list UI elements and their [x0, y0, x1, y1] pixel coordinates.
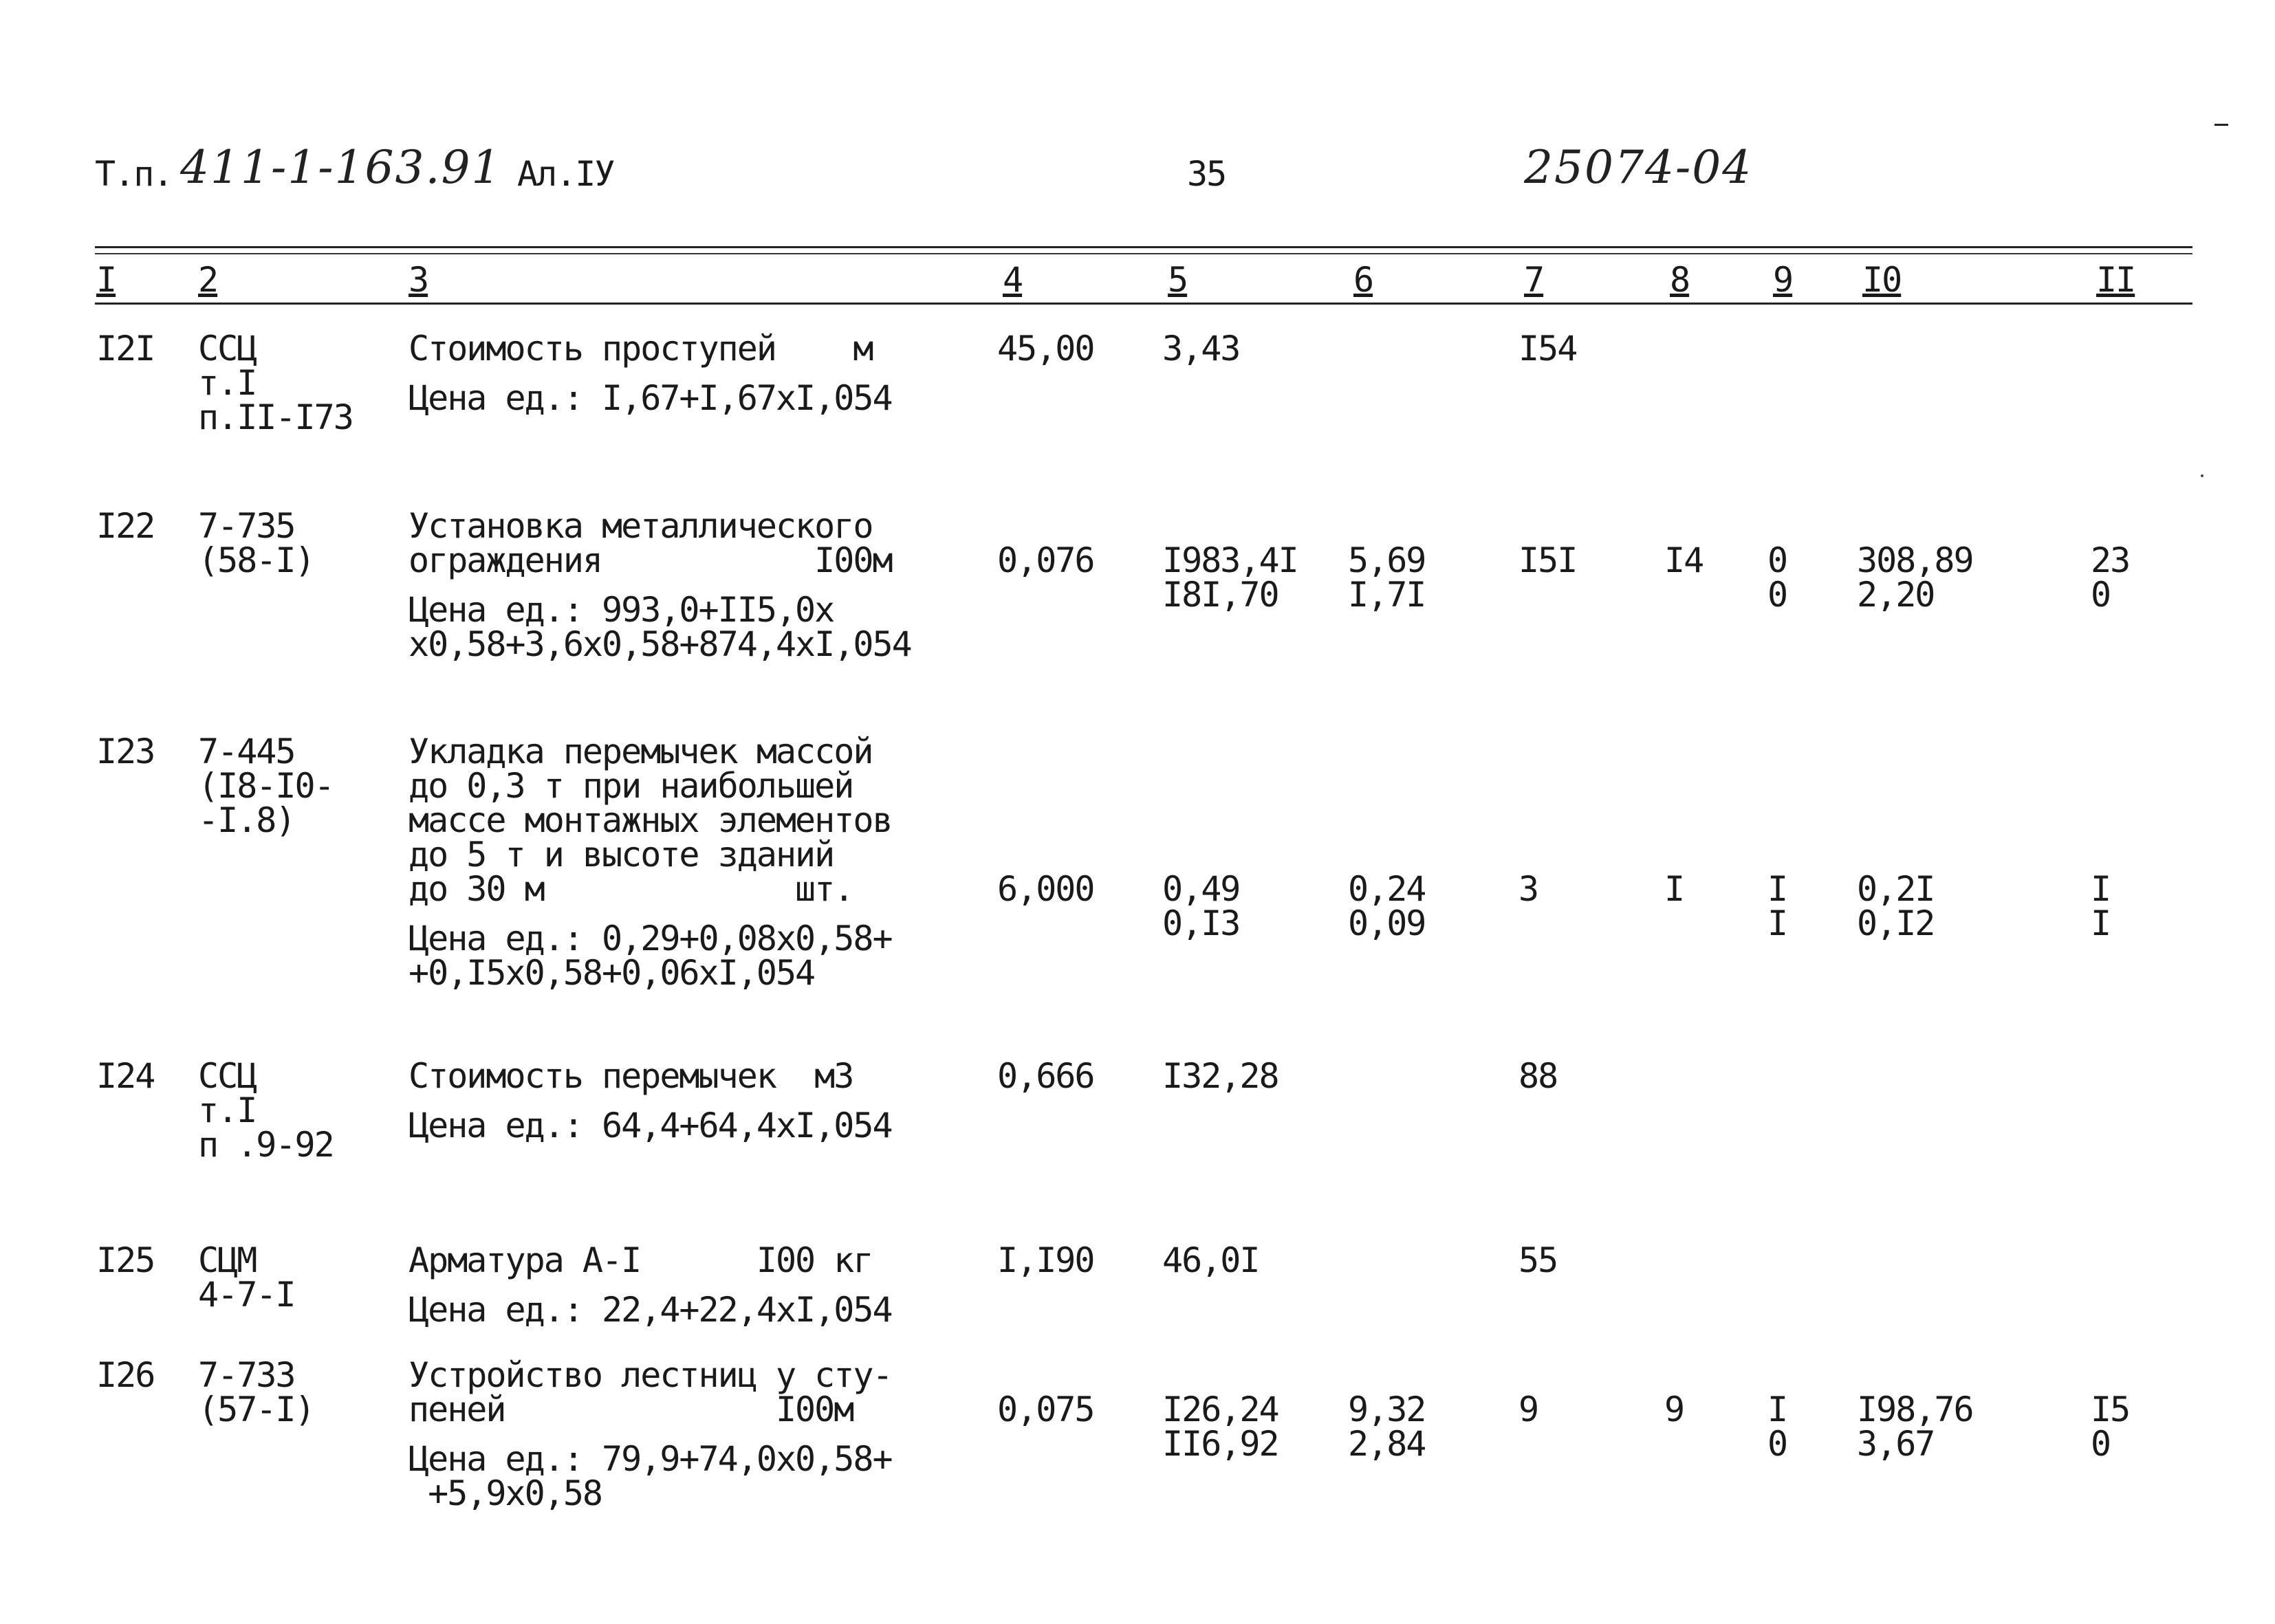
table-top-rule-second: [95, 253, 2192, 254]
column-9-value: I: [1767, 1390, 1787, 1429]
item-code: 7-733: [198, 1355, 295, 1395]
column-10-value: 3,67: [1857, 1424, 1935, 1464]
item-code: (57-I): [198, 1390, 314, 1429]
unit-cost: 0,I3: [1162, 903, 1240, 943]
column-7-value: 9: [1519, 1390, 1538, 1429]
column-11-value: 0: [2091, 575, 2111, 615]
unit-price-formula: Цена ед.: 0,29+0,08х0,58+: [409, 919, 892, 958]
item-code: п.II-I73: [198, 397, 353, 437]
column-header-rule: [95, 303, 2192, 305]
column-6-value: 5,69: [1348, 540, 1426, 580]
column-9-value: 0: [1767, 540, 1787, 580]
column-number-8: 8: [1670, 260, 1690, 300]
item-code: п .9-92: [198, 1125, 334, 1165]
unit-cost: 3,43: [1162, 329, 1240, 369]
unit-cost: I26,24: [1162, 1390, 1278, 1429]
row-number: I26: [96, 1355, 155, 1395]
column-6-value: 0,24: [1348, 869, 1426, 909]
column-9-value: 0: [1767, 575, 1787, 615]
unit-cost: I983,4I: [1162, 540, 1298, 580]
unit-price-formula: Цена ед.: 993,0+II5,0х: [409, 590, 834, 630]
column-10-value: 308,89: [1857, 540, 1973, 580]
table-top-rule: [95, 246, 2192, 248]
unit-cost: I8I,70: [1162, 575, 1278, 615]
item-description: Арматура А-I I00 кг: [409, 1240, 873, 1280]
column-number-11: II: [2096, 260, 2135, 300]
column-6-value: 9,32: [1348, 1390, 1426, 1429]
unit-price-formula: Цена ед.: 64,4+64,4хI,054: [409, 1106, 892, 1145]
item-description: Стоимость проступей м: [409, 329, 873, 369]
unit-cost: I32,28: [1162, 1056, 1278, 1096]
quantity: 6,000: [997, 869, 1094, 909]
column-9-value: 0: [1767, 1424, 1787, 1464]
unit-price-formula: Цена ед.: 79,9+74,0х0,58+: [409, 1439, 892, 1479]
column-11-value: I: [2091, 903, 2111, 943]
column-10-value: I98,76: [1857, 1390, 1973, 1429]
item-code: СЦМ: [198, 1240, 257, 1280]
item-description: до 30 м шт.: [409, 869, 853, 909]
column-8-value: I: [1664, 869, 1684, 909]
unit-price-formula: +5,9х0,58: [409, 1473, 602, 1513]
column-7-value: I54: [1519, 329, 1577, 369]
unit-cost: 46,0I: [1162, 1240, 1259, 1280]
item-code: 4-7-I: [198, 1275, 295, 1315]
column-number-2: 2: [198, 260, 218, 300]
column-number-3: 3: [409, 260, 428, 300]
item-code: (I8-I0-: [198, 766, 334, 806]
album-label: Ал.IУ: [517, 154, 614, 194]
column-7-value: 88: [1519, 1056, 1558, 1096]
column-8-value: I4: [1664, 540, 1703, 580]
column-number-6: 6: [1353, 260, 1373, 300]
item-code: т.I: [198, 363, 257, 403]
margin-mark: [2214, 124, 2228, 126]
column-10-value: 0,I2: [1857, 903, 1935, 943]
column-7-value: I5I: [1519, 540, 1577, 580]
row-number: I2I: [96, 329, 155, 369]
unit-price-formula: Цена ед.: I,67+I,67хI,054: [409, 378, 892, 418]
column-10-value: 2,20: [1857, 575, 1935, 615]
item-code: 7-445: [198, 732, 295, 771]
item-description: Установка металлического: [409, 506, 873, 546]
row-number: I24: [96, 1056, 155, 1096]
column-number-4: 4: [1003, 260, 1023, 300]
column-11-value: I5: [2091, 1390, 2130, 1429]
quantity: 45,00: [997, 329, 1094, 369]
unit-price-formula: +0,I5х0,58+0,06хI,054: [409, 953, 815, 993]
column-7-value: 3: [1519, 869, 1538, 909]
item-code: 7-735: [198, 506, 295, 546]
column-number-10: I0: [1862, 260, 1902, 300]
column-6-value: 2,84: [1348, 1424, 1426, 1464]
column-11-value: 23: [2091, 540, 2130, 580]
column-number-5: 5: [1168, 260, 1188, 300]
column-9-value: I: [1767, 869, 1787, 909]
column-10-value: 0,2I: [1857, 869, 1935, 909]
column-6-value: 0,09: [1348, 903, 1426, 943]
quantity: 0,666: [997, 1056, 1094, 1096]
unit-cost: 0,49: [1162, 869, 1240, 909]
column-number-9: 9: [1773, 260, 1793, 300]
document-number-handwritten: 25074-04: [1524, 141, 1753, 194]
column-11-value: 0: [2091, 1424, 2111, 1464]
quantity: 0,075: [997, 1390, 1094, 1429]
item-description: Укладка перемычек массой: [409, 732, 873, 771]
column-7-value: 55: [1519, 1240, 1558, 1280]
column-number-7: 7: [1524, 260, 1544, 300]
row-number: I22: [96, 506, 155, 546]
column-number-1: I: [96, 260, 116, 300]
unit-cost: II6,92: [1162, 1424, 1278, 1464]
item-description: Устройство лестниц у сту-: [409, 1355, 892, 1395]
margin-dot: [2201, 474, 2203, 477]
item-description: до 5 т и высоте зданий: [409, 835, 834, 875]
item-description: до 0,3 т при наибольшей: [409, 766, 853, 806]
item-description: ограждения I00м: [409, 540, 892, 580]
item-code: т.I: [198, 1090, 257, 1130]
unit-price-formula: Цена ед.: 22,4+22,4хI,054: [409, 1290, 892, 1330]
quantity: 0,076: [997, 540, 1094, 580]
header-prefix: Т.п.: [95, 154, 173, 194]
project-code-handwritten: 411-1-163.91: [180, 141, 502, 194]
item-description: массе монтажных элементов: [409, 800, 892, 840]
quantity: I,I90: [997, 1240, 1094, 1280]
page-number: 35: [1187, 154, 1226, 194]
item-code: -I.8): [198, 800, 295, 840]
row-number: I23: [96, 732, 155, 771]
column-8-value: 9: [1664, 1390, 1684, 1429]
row-number: I25: [96, 1240, 155, 1280]
column-11-value: I: [2091, 869, 2111, 909]
item-code: (58-I): [198, 540, 314, 580]
item-code: ССЦ: [198, 1056, 257, 1096]
item-description: Стоимость перемычек м3: [409, 1056, 853, 1096]
unit-price-formula: х0,58+3,6х0,58+874,4хI,054: [409, 624, 911, 664]
item-description: пеней I00м: [409, 1390, 853, 1429]
column-6-value: I,7I: [1348, 575, 1426, 615]
item-code: ССЦ: [198, 329, 257, 369]
column-9-value: I: [1767, 903, 1787, 943]
